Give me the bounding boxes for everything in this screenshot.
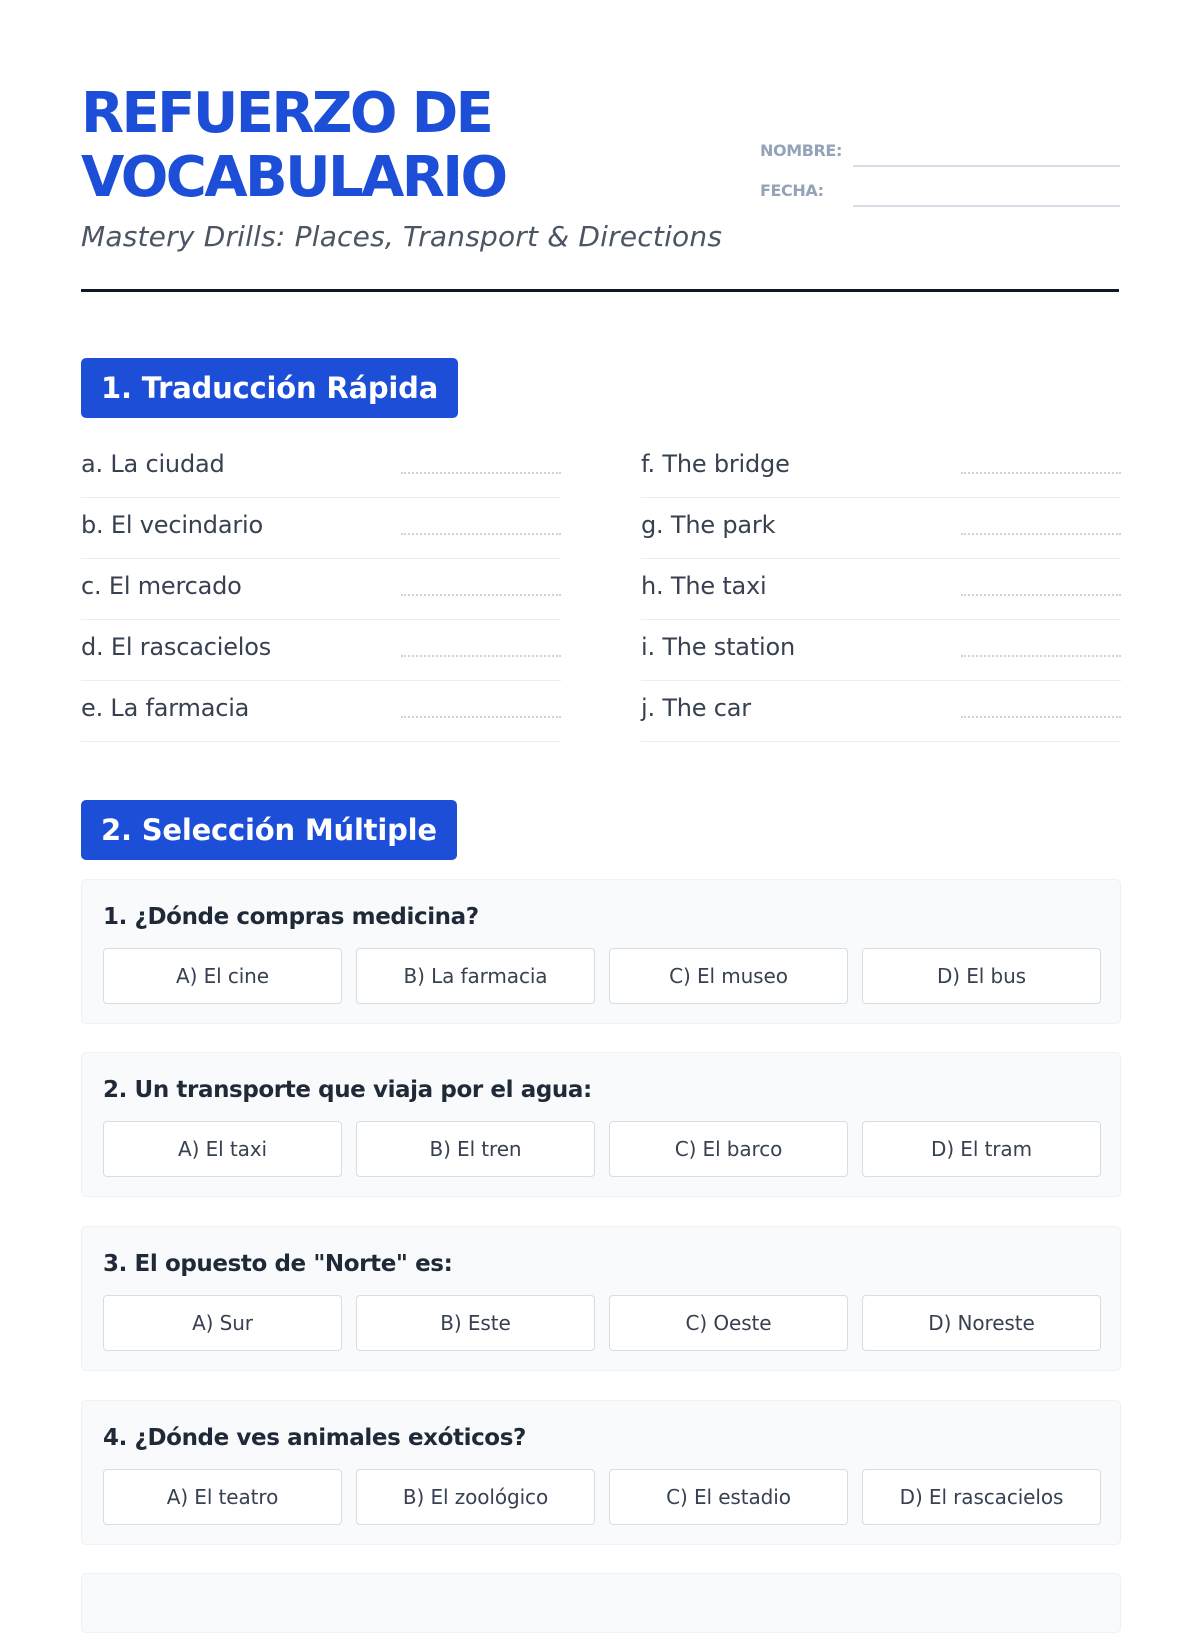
- multiple-choice-question: [81, 879, 1121, 1024]
- multiple-choice-question: [81, 1400, 1121, 1545]
- answer-option-c[interactable]: C) Oeste: [609, 1295, 848, 1351]
- translation-prompt: f. The bridge: [641, 450, 790, 478]
- name-field[interactable]: [853, 165, 1120, 167]
- translation-item: [641, 498, 1121, 559]
- translation-prompt: i. The station: [641, 633, 795, 661]
- answer-option-b[interactable]: B) El zoológico: [356, 1469, 595, 1525]
- translation-column-right: [641, 437, 1121, 742]
- name-row: [760, 134, 1120, 174]
- translation-answer-blank[interactable]: [961, 472, 1121, 474]
- translation-item: [81, 437, 561, 498]
- translation-prompt: e. La farmacia: [81, 694, 250, 722]
- translation-item: [641, 559, 1121, 620]
- question-text: 3. El opuesto de "Norte" es:: [103, 1251, 453, 1277]
- translation-column-left: [81, 437, 561, 742]
- answer-option-a[interactable]: A) El cine: [103, 948, 342, 1004]
- answer-option-b[interactable]: B) Este: [356, 1295, 595, 1351]
- multiple-choice-question: [81, 1052, 1121, 1197]
- translation-item: [641, 437, 1121, 498]
- translation-item: [81, 559, 561, 620]
- answer-option-d[interactable]: D) El tram: [862, 1121, 1101, 1177]
- section-multiple-choice-heading: 2. Selección Múltiple: [81, 800, 457, 860]
- translation-prompt: d. El rascacielos: [81, 633, 272, 661]
- translation-prompt: g. The park: [641, 511, 776, 539]
- translation-item: [641, 620, 1121, 681]
- answer-option-c[interactable]: C) El museo: [609, 948, 848, 1004]
- translation-prompt: a. La ciudad: [81, 450, 225, 478]
- answer-option-d[interactable]: D) El bus: [862, 948, 1101, 1004]
- date-row: [760, 174, 1120, 214]
- translation-item: [641, 681, 1121, 742]
- section-translation-heading: 1. Traducción Rápida: [81, 358, 458, 418]
- translation-exercise: [81, 437, 1121, 737]
- answer-option-d[interactable]: D) Noreste: [862, 1295, 1101, 1351]
- translation-prompt: b. El vecindario: [81, 511, 263, 539]
- answer-option-a[interactable]: A) Sur: [103, 1295, 342, 1351]
- answer-options: [103, 1121, 1101, 1177]
- translation-prompt: j. The car: [641, 694, 751, 722]
- question-text: 4. ¿Dónde ves animales exóticos?: [103, 1425, 526, 1451]
- question-text: 2. Un transporte que viaja por el agua:: [103, 1077, 592, 1103]
- multiple-choice-question: [81, 1226, 1121, 1371]
- translation-answer-blank[interactable]: [401, 533, 561, 535]
- page-title: REFUERZO DE VOCABULARIO: [81, 81, 506, 210]
- translation-answer-blank[interactable]: [401, 594, 561, 596]
- translation-prompt: h. The taxi: [641, 572, 767, 600]
- answer-option-b[interactable]: B) La farmacia: [356, 948, 595, 1004]
- answer-options: [103, 948, 1101, 1004]
- translation-answer-blank[interactable]: [961, 655, 1121, 657]
- translation-item: [81, 498, 561, 559]
- answer-option-c[interactable]: C) El barco: [609, 1121, 848, 1177]
- translation-answer-blank[interactable]: [401, 716, 561, 718]
- question-text: 1. ¿Dónde compras medicina?: [103, 904, 479, 930]
- answer-options: [103, 1469, 1101, 1525]
- answer-option-a[interactable]: A) El taxi: [103, 1121, 342, 1177]
- date-label: FECHA:: [760, 181, 824, 200]
- answer-option-d[interactable]: D) El rascacielos: [862, 1469, 1101, 1525]
- translation-item: [81, 620, 561, 681]
- answer-option-c[interactable]: C) El estadio: [609, 1469, 848, 1525]
- answer-option-a[interactable]: A) El teatro: [103, 1469, 342, 1525]
- multiple-choice-question-partial: [81, 1573, 1121, 1633]
- page-subtitle: Mastery Drills: Places, Transport & Directions: [81, 220, 723, 253]
- translation-prompt: c. El mercado: [81, 572, 242, 600]
- translation-answer-blank[interactable]: [961, 533, 1121, 535]
- worksheet-header: [81, 0, 1119, 292]
- answer-options: [103, 1295, 1101, 1351]
- translation-item: [81, 681, 561, 742]
- answer-option-b[interactable]: B) El tren: [356, 1121, 595, 1177]
- translation-answer-blank[interactable]: [401, 655, 561, 657]
- student-info: [760, 134, 1120, 214]
- translation-answer-blank[interactable]: [961, 716, 1121, 718]
- translation-answer-blank[interactable]: [401, 472, 561, 474]
- date-field[interactable]: [853, 205, 1120, 207]
- name-label: NOMBRE:: [760, 141, 842, 160]
- translation-answer-blank[interactable]: [961, 594, 1121, 596]
